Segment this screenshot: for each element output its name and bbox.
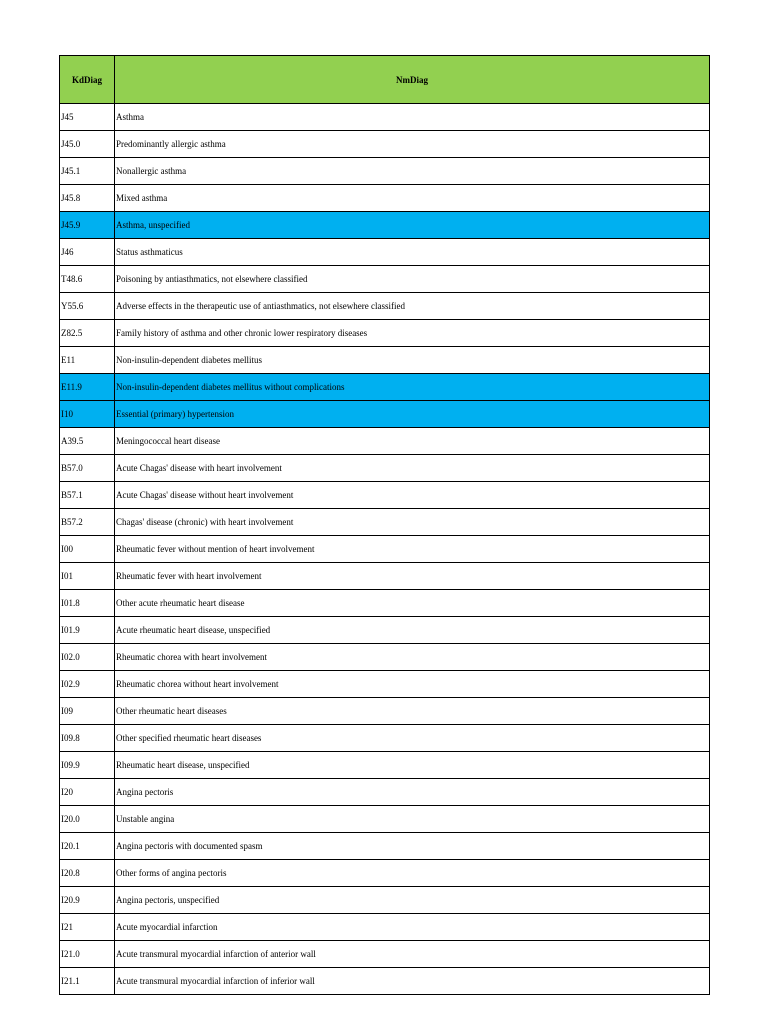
table-row[interactable] [60, 941, 710, 968]
table-row[interactable] [60, 482, 710, 509]
table-row[interactable] [60, 590, 710, 617]
table-row[interactable] [60, 131, 710, 158]
diag-code-cell[interactable]: I09.8 [60, 725, 115, 752]
diag-name-cell[interactable]: Non-insulin-dependent diabetes mellitus [115, 347, 710, 374]
table-row[interactable] [60, 833, 710, 860]
diag-code-cell[interactable]: I09 [60, 698, 115, 725]
diag-code-cell[interactable]: T48.6 [60, 266, 115, 293]
table-row[interactable] [60, 968, 710, 995]
diag-code-cell[interactable]: I20.8 [60, 860, 115, 887]
diag-name-cell[interactable]: Family history of asthma and other chronic lower respiratory diseases [115, 320, 710, 347]
table-row[interactable] [60, 158, 710, 185]
diag-name-cell[interactable]: Angina pectoris, unspecified [115, 887, 710, 914]
diag-name-cell[interactable]: Other forms of angina pectoris [115, 860, 710, 887]
diag-name-cell[interactable]: Poisoning by antiasthmatics, not elsewhere classified [115, 266, 710, 293]
diag-code-cell[interactable]: B57.0 [60, 455, 115, 482]
diag-code-cell[interactable]: I02.0 [60, 644, 115, 671]
table-row[interactable] [60, 320, 710, 347]
diagnosis-sheet [59, 55, 709, 995]
diag-code-cell[interactable]: I01.8 [60, 590, 115, 617]
diag-name-cell[interactable]: Rheumatic fever with heart involvement [115, 563, 710, 590]
diag-name-cell[interactable]: Mixed asthma [115, 185, 710, 212]
diag-name-cell[interactable]: Other rheumatic heart diseases [115, 698, 710, 725]
diag-code-cell[interactable]: E11 [60, 347, 115, 374]
diag-name-cell[interactable]: Nonallergic asthma [115, 158, 710, 185]
table-row[interactable] [60, 725, 710, 752]
diag-code-cell[interactable]: B57.1 [60, 482, 115, 509]
diag-name-cell[interactable]: Rheumatic heart disease, unspecified [115, 752, 710, 779]
diag-code-cell[interactable]: B57.2 [60, 509, 115, 536]
diag-name-cell[interactable]: Acute myocardial infarction [115, 914, 710, 941]
diag-code-cell[interactable]: I01 [60, 563, 115, 590]
table-row[interactable] [60, 455, 710, 482]
diag-name-cell[interactable]: Acute Chagas' disease without heart involvement [115, 482, 710, 509]
diag-name-cell[interactable]: Angina pectoris with documented spasm [115, 833, 710, 860]
header-nmdiag[interactable]: NmDiag [115, 56, 710, 104]
diag-code-cell[interactable]: I20.0 [60, 806, 115, 833]
diag-code-cell[interactable]: J45.9 [60, 212, 115, 239]
diag-code-cell[interactable]: I20.1 [60, 833, 115, 860]
diag-name-cell[interactable]: Essential (primary) hypertension [115, 401, 710, 428]
diag-code-cell[interactable]: I09.9 [60, 752, 115, 779]
table-row[interactable] [60, 698, 710, 725]
diag-name-cell[interactable]: Meningococcal heart disease [115, 428, 710, 455]
table-row[interactable] [60, 671, 710, 698]
table-row[interactable] [60, 239, 710, 266]
diag-code-cell[interactable]: I01.9 [60, 617, 115, 644]
diag-code-cell[interactable]: I02.9 [60, 671, 115, 698]
diag-code-cell[interactable]: I20.9 [60, 887, 115, 914]
diag-name-cell[interactable]: Acute transmural myocardial infarction of inferior wall [115, 968, 710, 995]
diag-code-cell[interactable]: J46 [60, 239, 115, 266]
table-row[interactable] [60, 860, 710, 887]
diag-name-cell[interactable]: Unstable angina [115, 806, 710, 833]
table-row[interactable] [60, 401, 710, 428]
diag-name-cell[interactable]: Rheumatic chorea with heart involvement [115, 644, 710, 671]
diagnosis-table [59, 55, 710, 995]
diag-name-cell[interactable]: Non-insulin-dependent diabetes mellitus without complications [115, 374, 710, 401]
table-row[interactable] [60, 914, 710, 941]
diag-name-cell[interactable]: Asthma [115, 104, 710, 131]
table-row[interactable] [60, 104, 710, 131]
table-row[interactable] [60, 509, 710, 536]
diag-code-cell[interactable]: A39.5 [60, 428, 115, 455]
table-row[interactable] [60, 185, 710, 212]
diag-code-cell[interactable]: I00 [60, 536, 115, 563]
diag-code-cell[interactable]: J45.1 [60, 158, 115, 185]
diag-code-cell[interactable]: I21 [60, 914, 115, 941]
diag-code-cell[interactable]: I10 [60, 401, 115, 428]
diag-code-cell[interactable]: Z82.5 [60, 320, 115, 347]
diag-code-cell[interactable]: Y55.6 [60, 293, 115, 320]
table-row[interactable] [60, 428, 710, 455]
diag-name-cell[interactable]: Rheumatic fever without mention of heart involvement [115, 536, 710, 563]
header-row [60, 56, 710, 104]
table-row[interactable] [60, 806, 710, 833]
diag-name-cell[interactable]: Adverse effects in the therapeutic use of antiasthmatics, not elsewhere classified [115, 293, 710, 320]
diag-name-cell[interactable]: Chagas' disease (chronic) with heart involvement [115, 509, 710, 536]
diag-name-cell[interactable]: Asthma, unspecified [115, 212, 710, 239]
diag-code-cell[interactable]: I20 [60, 779, 115, 806]
diag-name-cell[interactable]: Rheumatic chorea without heart involvement [115, 671, 710, 698]
diag-code-cell[interactable]: J45.0 [60, 131, 115, 158]
diag-code-cell[interactable]: I21.1 [60, 968, 115, 995]
diag-code-cell[interactable]: E11.9 [60, 374, 115, 401]
table-row[interactable] [60, 563, 710, 590]
diag-name-cell[interactable]: Acute transmural myocardial infarction of anterior wall [115, 941, 710, 968]
table-row[interactable] [60, 779, 710, 806]
table-row[interactable] [60, 374, 710, 401]
table-body [60, 104, 710, 995]
header-kddiag[interactable]: KdDiag [60, 56, 115, 104]
diag-code-cell[interactable]: J45 [60, 104, 115, 131]
diag-name-cell[interactable]: Acute rheumatic heart disease, unspecified [115, 617, 710, 644]
diag-name-cell[interactable]: Angina pectoris [115, 779, 710, 806]
diag-name-cell[interactable]: Predominantly allergic asthma [115, 131, 710, 158]
table-row[interactable] [60, 752, 710, 779]
table-row[interactable] [60, 347, 710, 374]
diag-code-cell[interactable]: I21.0 [60, 941, 115, 968]
diag-name-cell[interactable]: Status asthmaticus [115, 239, 710, 266]
diag-code-cell[interactable]: J45.8 [60, 185, 115, 212]
table-row[interactable] [60, 266, 710, 293]
table-row[interactable] [60, 617, 710, 644]
table-row[interactable] [60, 887, 710, 914]
table-row[interactable] [60, 212, 710, 239]
table-row[interactable] [60, 536, 710, 563]
table-row[interactable] [60, 293, 710, 320]
table-row[interactable] [60, 644, 710, 671]
diag-name-cell[interactable]: Acute Chagas' disease with heart involvement [115, 455, 710, 482]
diag-name-cell[interactable]: Other acute rheumatic heart disease [115, 590, 710, 617]
diag-name-cell[interactable]: Other specified rheumatic heart diseases [115, 725, 710, 752]
